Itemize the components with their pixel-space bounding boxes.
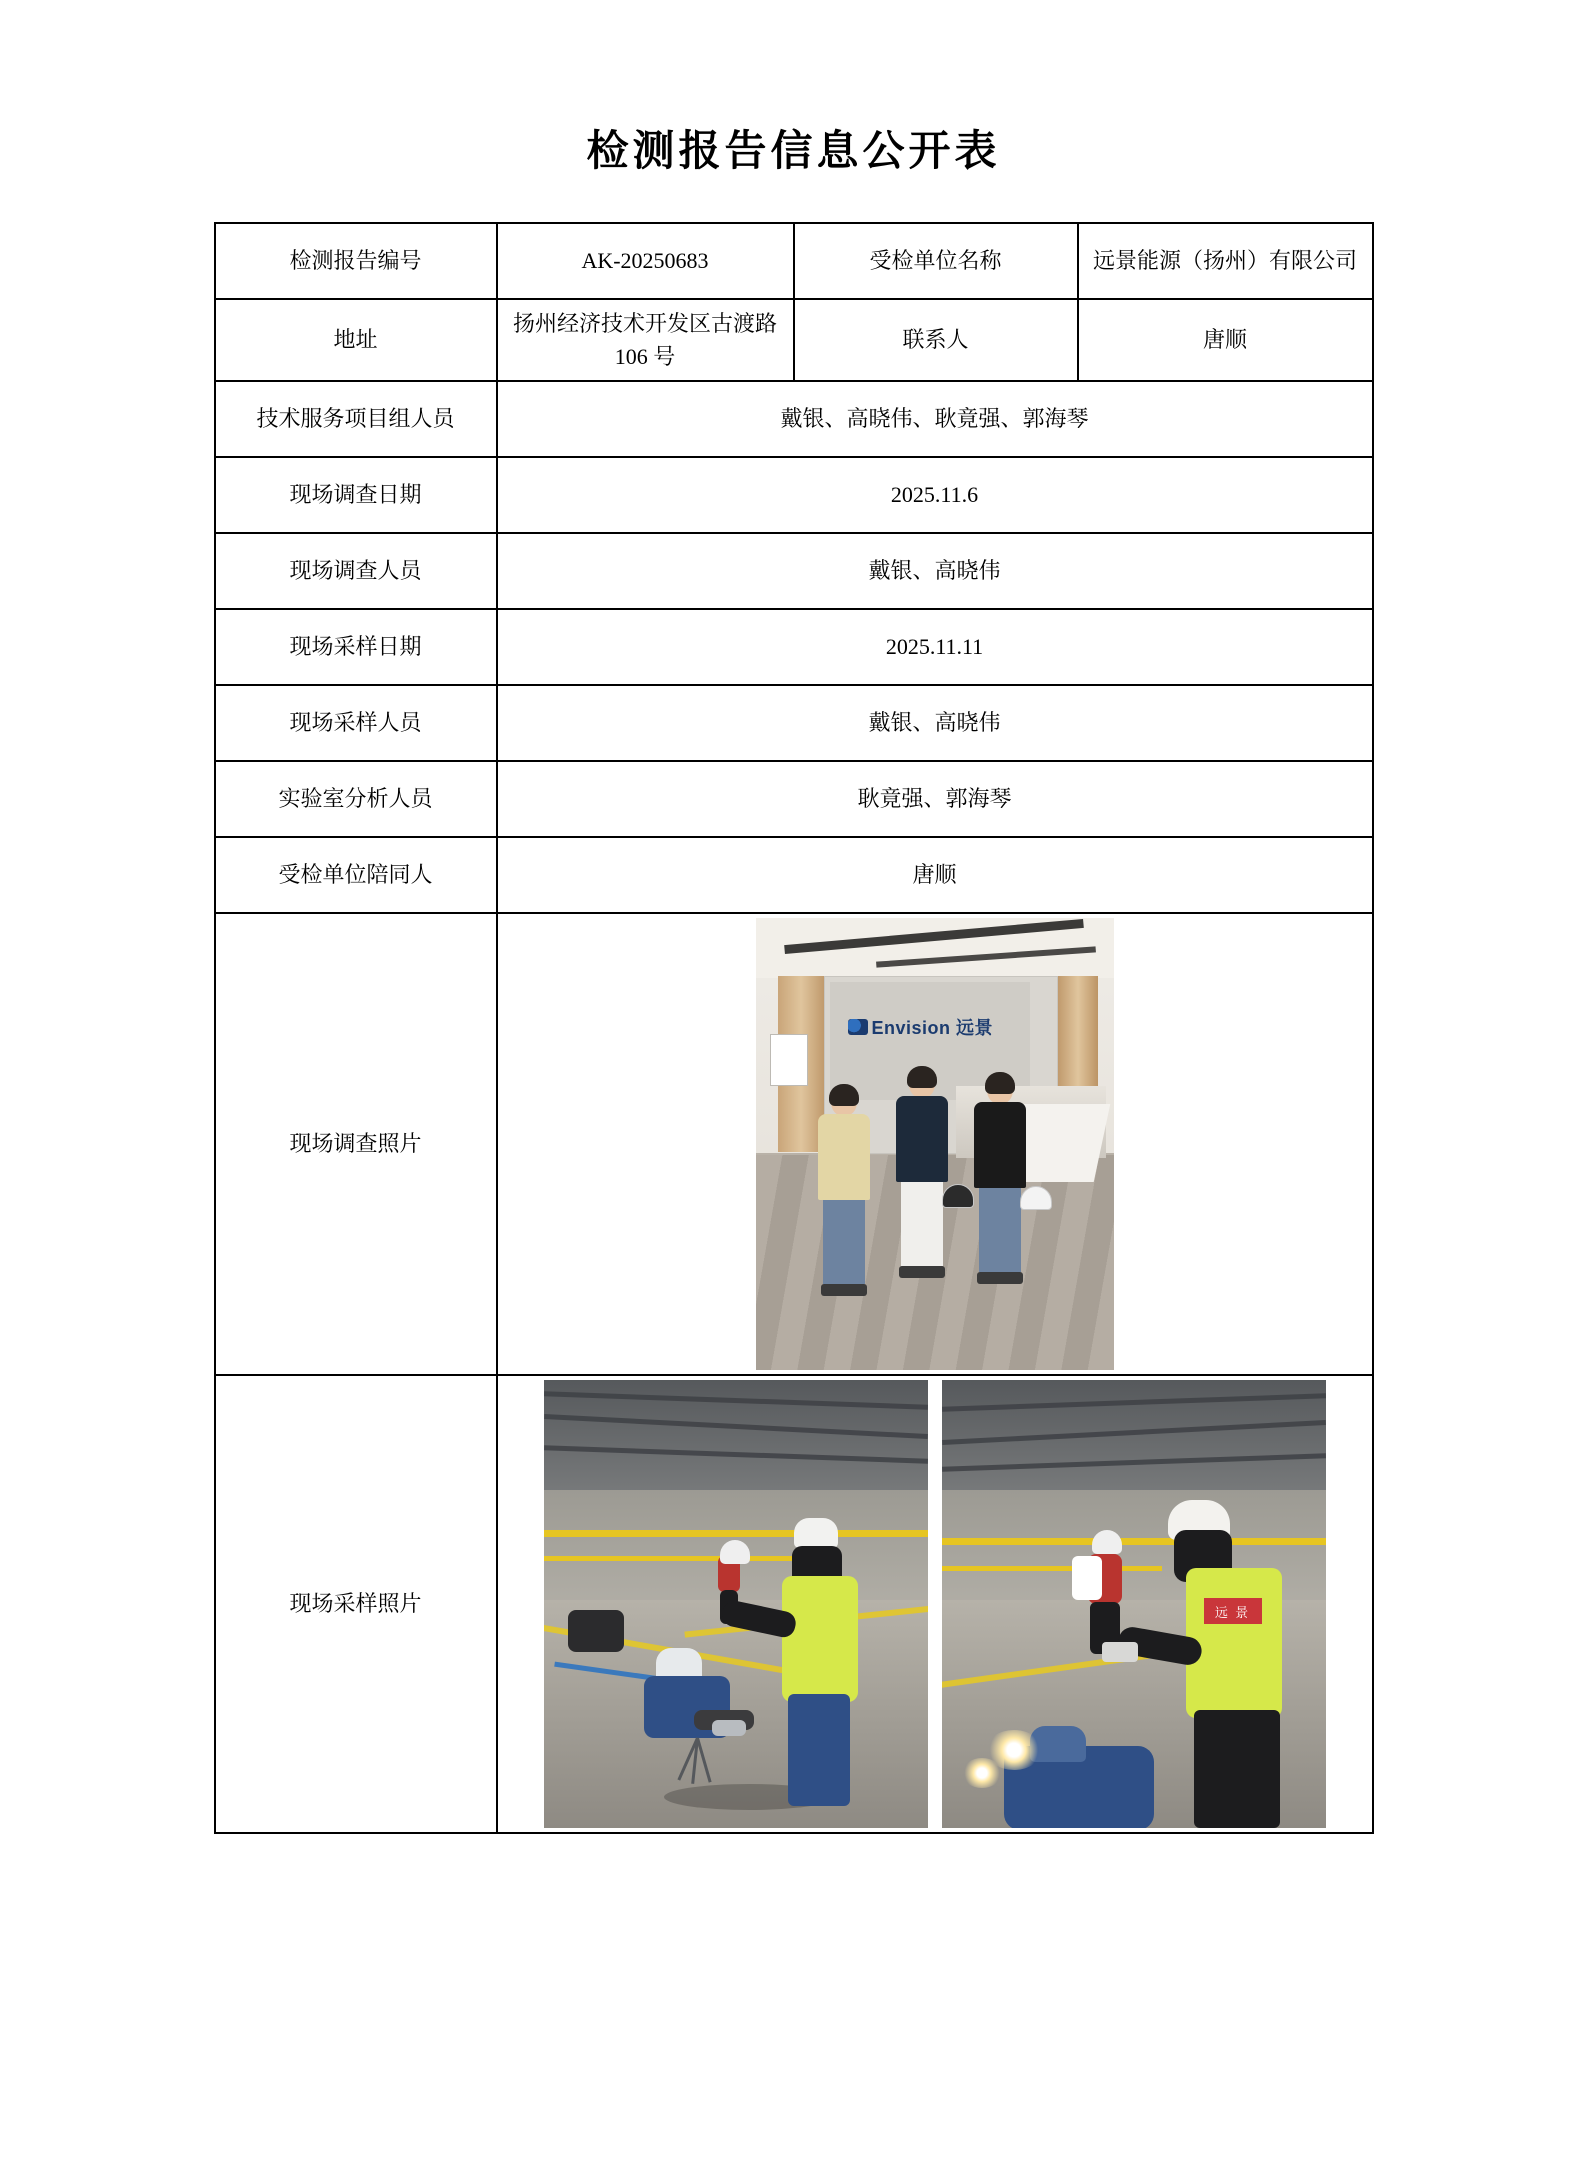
table-row — [215, 299, 1373, 381]
person-shoes — [899, 1266, 945, 1278]
label-survey-photo: 现场调查照片 — [215, 913, 497, 1375]
person-hair — [985, 1072, 1015, 1094]
safety-helmet-icon — [1092, 1530, 1122, 1554]
person-torso — [818, 1114, 870, 1200]
table-row — [215, 761, 1373, 837]
person-legs — [901, 1182, 943, 1266]
person-head — [909, 1068, 935, 1098]
person-hair — [907, 1066, 937, 1088]
wall-poster — [770, 1034, 808, 1086]
person-head — [987, 1074, 1013, 1104]
yellow-railing — [544, 1530, 928, 1537]
value-sampling-staff: 戴银、高晓伟 — [497, 685, 1373, 761]
report-info-table — [214, 222, 1374, 1834]
value-lab-analysts: 耿竟强、郭海琴 — [497, 761, 1373, 837]
welding-spark — [962, 1758, 1002, 1788]
label-report-number: 检测报告编号 — [215, 223, 497, 299]
person-torso — [896, 1096, 948, 1182]
sampling-photo-right — [942, 1380, 1326, 1828]
table-row — [215, 457, 1373, 533]
table-row — [215, 837, 1373, 913]
survey-photo-wrap — [498, 918, 1372, 1370]
person-legs — [823, 1200, 865, 1284]
sampling-photo-cell — [497, 1375, 1373, 1833]
label-sampling-photo: 现场采样照片 — [215, 1375, 497, 1833]
document-page — [0, 118, 1587, 2169]
label-escort-person: 受检单位陪同人 — [215, 837, 497, 913]
table-row — [215, 381, 1373, 457]
sampling-photo-left — [544, 1380, 928, 1828]
value-survey-date: 2025.11.6 — [497, 457, 1373, 533]
table-row — [215, 685, 1373, 761]
value-survey-staff: 戴银、高晓伟 — [497, 533, 1373, 609]
label-survey-date: 现场调查日期 — [215, 457, 497, 533]
label-address: 地址 — [215, 299, 497, 381]
label-contact-person: 联系人 — [794, 299, 1078, 381]
hi-vis-vest — [782, 1576, 858, 1702]
table-row — [215, 533, 1373, 609]
safety-helmet-icon — [794, 1518, 838, 1548]
label-inspected-unit: 受检单位名称 — [794, 223, 1078, 299]
label-sampling-date: 现场采样日期 — [215, 609, 497, 685]
white-document-sheet — [1072, 1556, 1102, 1600]
person-head — [831, 1086, 857, 1116]
person-right — [974, 1074, 1026, 1284]
table-row — [215, 609, 1373, 685]
sampling-equipment-cart — [568, 1610, 624, 1652]
handheld-measuring-device — [1102, 1642, 1138, 1662]
vest-company-label: 远 景 — [1204, 1598, 1262, 1624]
person-middle — [896, 1068, 948, 1278]
label-lab-analysts: 实验室分析人员 — [215, 761, 497, 837]
survey-photo-cell — [497, 913, 1373, 1375]
person-left — [818, 1086, 870, 1296]
inspector-legs — [1194, 1710, 1280, 1828]
table-row — [215, 223, 1373, 299]
value-inspected-unit: 远景能源（扬州）有限公司 — [1078, 223, 1373, 299]
sampling-photo-wrap — [498, 1380, 1372, 1828]
person-shoes — [821, 1284, 867, 1296]
value-escort-person: 唐顺 — [497, 837, 1373, 913]
envision-logo-text: Envision 远景 — [871, 1018, 994, 1038]
survey-photo-image — [756, 918, 1114, 1370]
label-project-team: 技术服务项目组人员 — [215, 381, 497, 457]
yellow-railing — [942, 1538, 1326, 1545]
safety-helmet-icon — [1020, 1186, 1052, 1210]
safety-helmet-icon — [720, 1540, 750, 1564]
yellow-railing — [942, 1566, 1162, 1571]
person-torso — [974, 1102, 1026, 1188]
yellow-railing — [544, 1556, 804, 1561]
value-project-team: 戴银、高晓伟、耿竟强、郭海琴 — [497, 381, 1373, 457]
safety-helmet-icon — [942, 1184, 974, 1208]
value-contact-person: 唐顺 — [1078, 299, 1373, 381]
label-survey-staff: 现场调查人员 — [215, 533, 497, 609]
person-legs — [979, 1188, 1021, 1272]
value-address: 扬州经济技术开发区古渡路 106 号 — [497, 299, 794, 381]
value-report-number: AK-20250683 — [497, 223, 794, 299]
workpiece — [712, 1720, 746, 1736]
value-sampling-date: 2025.11.11 — [497, 609, 1373, 685]
page-title: 检测报告信息公开表 — [586, 129, 1001, 175]
worker-legs — [788, 1694, 850, 1806]
envision-logo-mark — [848, 1019, 868, 1035]
envision-logo — [848, 1014, 998, 1040]
table-row-survey-photo — [215, 913, 1373, 1375]
table-row-sampling-photo — [215, 1375, 1373, 1833]
person-shoes — [977, 1272, 1023, 1284]
person-hair — [829, 1084, 859, 1106]
label-sampling-staff: 现场采样人员 — [215, 685, 497, 761]
